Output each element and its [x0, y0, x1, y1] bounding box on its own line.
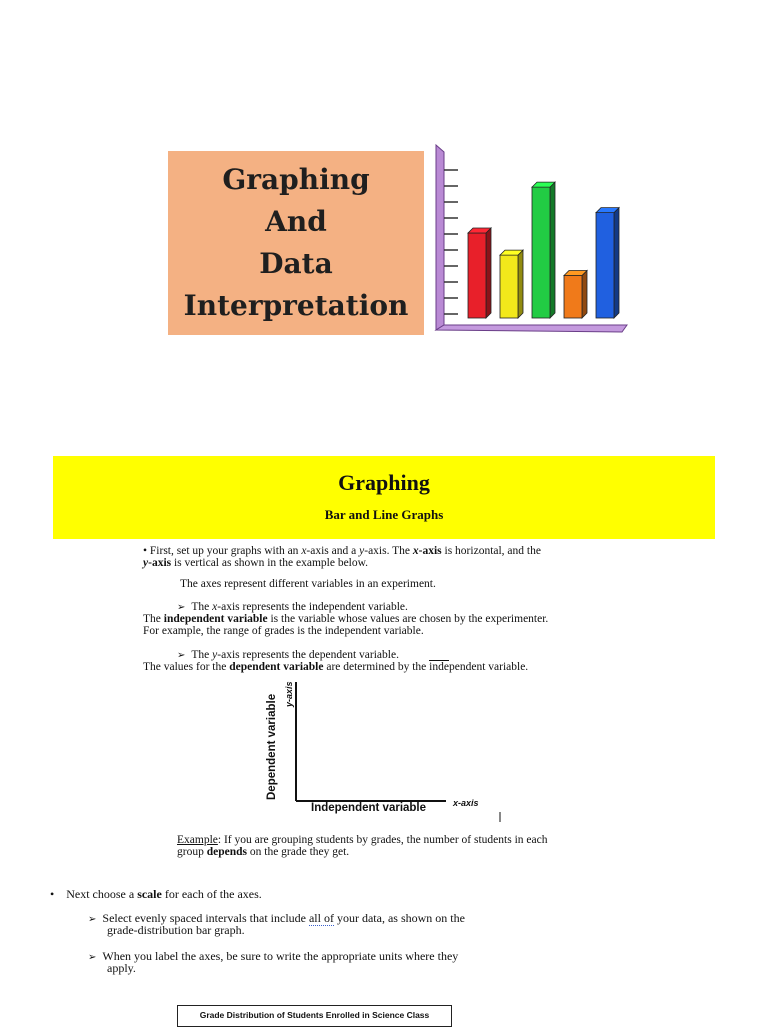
clipart-bar-side — [614, 208, 619, 318]
clipart-bar — [500, 255, 518, 318]
dependent-definition: The values for the dependent variable are determined by the independent variable. — [143, 661, 529, 673]
y-axis-tag: y-axis — [284, 681, 294, 707]
x-axis-label: Independent variable — [311, 802, 427, 814]
scale-sub-1: ➢ Select evenly spaced intervals that include all of your data, as shown on the — [88, 911, 465, 925]
title-line-2: And — [265, 205, 327, 238]
clipart-bar-side — [550, 182, 555, 318]
y-axis-label: Dependent variable — [266, 693, 278, 800]
scale-bullet: • Next choose a scale for each of the axes. — [50, 887, 262, 901]
clipart-bar — [596, 213, 614, 318]
clipart-bar — [532, 187, 550, 318]
arrow-bullet-icon: ➢ — [88, 952, 97, 963]
arrow-bullet-icon: ➢ — [177, 650, 186, 661]
scale-sub-2-cont: apply. — [107, 961, 136, 975]
scale-sub-1-cont: grade-distribution bar graph. — [107, 923, 245, 937]
title-line-3: Data — [259, 247, 333, 280]
xaxis-bullet: ➢ The x-axis represents the independent variable. — [177, 601, 408, 613]
bullet-dot-icon: • — [50, 887, 55, 901]
table-caption: Grade Distribution of Students Enrolled in Science Class — [199, 1010, 430, 1020]
arrow-bullet-icon: ➢ — [88, 914, 97, 925]
arrow-bullet-icon: ➢ — [177, 602, 186, 613]
title-card — [168, 151, 424, 335]
independent-example: For example, the range of grades is the independent variable. — [143, 625, 424, 637]
clipart-bar-side — [486, 228, 491, 318]
independent-definition: The independent variable is the variable whose values are chosen by the experimenter. — [143, 613, 549, 625]
intro-line-3: The axes represent different variables in an experiment. — [180, 578, 436, 590]
section-banner — [53, 456, 715, 539]
clipart-bar — [468, 233, 486, 318]
intro-line-2: y-axis is vertical as shown in the example below. — [143, 557, 369, 569]
title-line-4: Interpretation — [183, 289, 409, 322]
bar-chart-clipart-icon — [432, 140, 632, 340]
intro-line-1: • First, set up your graphs with an x-axis and a y-axis. The x-axis is horizontal, and the — [143, 545, 541, 557]
section-subtitle: Bar and Line Graphs — [324, 507, 444, 522]
section-title: Graphing — [338, 470, 430, 495]
example-line-1: Example: If you are grouping students by grades, the number of students in each — [177, 834, 548, 846]
title-line-1: Graphing — [222, 163, 370, 196]
yaxis-bullet: ➢ The y-axis represents the dependent variable. — [177, 649, 399, 661]
clipart-bar-side — [518, 250, 523, 318]
clipart-bar-side — [582, 271, 587, 319]
x-axis-tag: x-axis — [453, 798, 479, 808]
clipart-bar — [564, 276, 582, 319]
scale-sub-2: ➢ When you label the axes, be sure to write the appropriate units where they — [88, 949, 459, 963]
example-line-2: group depends on the grade they get. — [177, 846, 350, 858]
